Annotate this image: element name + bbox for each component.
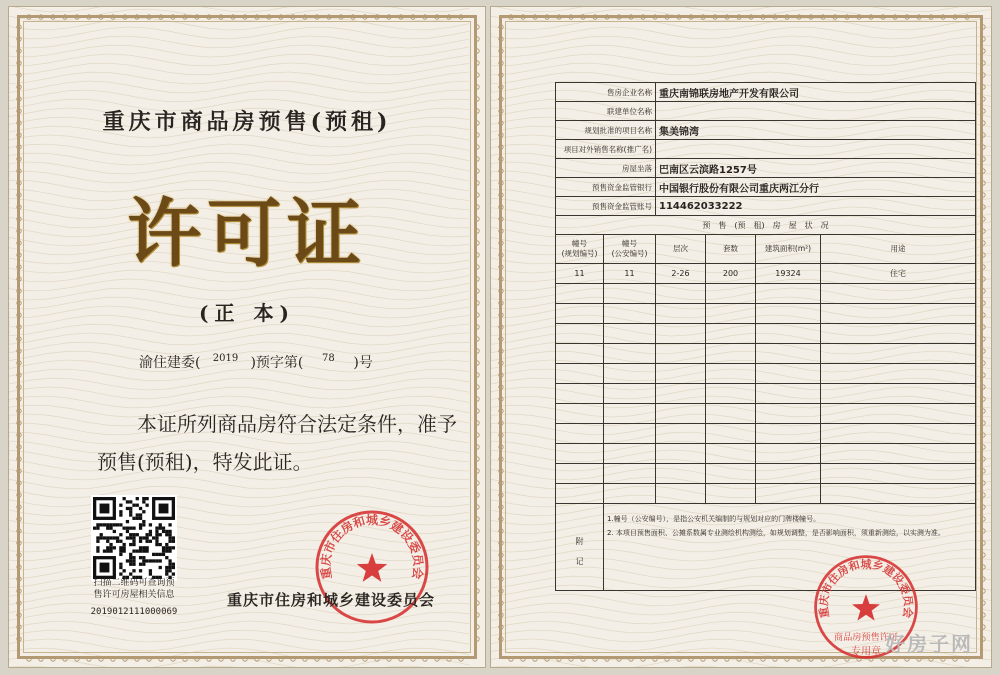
table-cell (821, 444, 976, 464)
table-cell (656, 364, 706, 384)
svg-text:重庆市住房和城乡建设委员会: 重庆市住房和城乡建设委员会 (817, 557, 915, 619)
table-cell (556, 404, 604, 424)
table-row (556, 464, 976, 484)
table-cell (656, 404, 706, 424)
table-cell (604, 404, 656, 424)
column-header: 建筑面积(m²) (756, 235, 821, 264)
project-info-table (555, 82, 976, 591)
label-account: 预售资金监管账号 (556, 197, 656, 216)
svg-text:专用章: 专用章 (850, 646, 882, 658)
label-location: 房屋坐落 (556, 159, 656, 178)
table-cell (604, 304, 656, 324)
column-header: 用途 (821, 235, 976, 264)
table-cell: 11 (556, 264, 604, 284)
table-cell (604, 444, 656, 464)
table-cell (706, 324, 756, 344)
table-cell (556, 464, 604, 484)
table-cell (604, 484, 656, 504)
certificate-body-text: 本证所列商品房符合法定条件，准予预售(预租)，特发此证。 (97, 412, 457, 474)
table-cell (656, 324, 706, 344)
table-cell (756, 324, 821, 344)
table-cell (756, 444, 821, 464)
value-enterprise: 重庆南锦联房地产开发有限公司 (656, 83, 976, 102)
table-cell (821, 464, 976, 484)
table-cell (756, 364, 821, 384)
table-cell (821, 424, 976, 444)
value-bank: 中国银行股份有限公司重庆两江分行 (656, 178, 976, 197)
table-cell (604, 324, 656, 344)
table-cell (604, 464, 656, 484)
table-cell (556, 364, 604, 384)
table-cell (706, 464, 756, 484)
table-row (556, 444, 976, 464)
table-cell (656, 284, 706, 304)
column-header: 层次 (656, 235, 706, 264)
column-header: 幢号 (规划编号) (556, 235, 604, 264)
table-row (556, 344, 976, 364)
table-cell (706, 304, 756, 324)
issuing-authority: 重庆市住房和城乡建设委员会 (227, 591, 436, 609)
table-cell (756, 464, 821, 484)
qr-caption-line-1: 扫描二维码可查询预 (93, 578, 175, 588)
table-cell (656, 344, 706, 364)
column-header: 幢号 (公安编号) (604, 235, 656, 264)
permit-seq: 78 (322, 353, 335, 364)
table-cell (706, 424, 756, 444)
table-cell (756, 484, 821, 504)
table-row (556, 304, 976, 324)
value-location: 巴南区云滨路1257号 (656, 159, 976, 178)
table-row (556, 484, 976, 504)
notes-label: 附 记 (556, 504, 604, 591)
qr-code-image (91, 495, 177, 581)
table-cell (556, 324, 604, 344)
table-row (556, 364, 976, 384)
column-header: 套数 (706, 235, 756, 264)
table-cell (556, 424, 604, 444)
table-cell (756, 344, 821, 364)
table-cell (604, 364, 656, 384)
note-1: 1.幢号（公安编号），是指公安机关编制的与规划对应的门牌楼幢号。 (607, 515, 821, 523)
table-cell (604, 284, 656, 304)
table-cell (604, 424, 656, 444)
table-cell (556, 304, 604, 324)
table-cell (756, 284, 821, 304)
table-cell (821, 364, 976, 384)
certificate-subtitle: 重庆市商品房预售(预租) (102, 109, 392, 135)
table-cell (756, 404, 821, 424)
website-watermark (885, 628, 973, 657)
table-cell (821, 404, 976, 424)
table-cell (821, 284, 976, 304)
label-enterprise: 售房企业名称 (556, 83, 656, 102)
qr-caption-line-2: 售许可房屋相关信息 (93, 590, 175, 600)
original-copy-label: (正 本) (199, 301, 295, 325)
table-cell (706, 444, 756, 464)
table-cell (556, 344, 604, 364)
table-cell (656, 464, 706, 484)
table-cell (821, 484, 976, 504)
table-cell (821, 304, 976, 324)
table-cell (656, 424, 706, 444)
value-joint (656, 102, 976, 121)
table-row (556, 284, 976, 304)
watermark-text: 好房子网 (885, 632, 973, 656)
svg-text:重庆市住房和城乡建设委员会: 重庆市住房和城乡建设委员会 (318, 513, 426, 581)
permit-mid: )预字第( (250, 355, 304, 371)
table-cell (756, 384, 821, 404)
table-cell (656, 304, 706, 324)
table-cell (756, 424, 821, 444)
value-project: 集美锦湾 (656, 121, 976, 140)
note-2: 2. 本项目预售面积、公摊系数属专业测绘机构测绘，如规划调整，是否影响面积，须重新测绘，以实测为准。 (607, 529, 945, 537)
value-promo-name (656, 140, 976, 159)
table-cell (706, 484, 756, 504)
svg-text:商品房预售许可: 商品房预售许可 (833, 632, 899, 643)
table-cell (556, 284, 604, 304)
label-project: 规划批准的项目名称 (556, 121, 656, 140)
table-cell (556, 484, 604, 504)
table-cell (821, 324, 976, 344)
label-promo-name: 项目对外销售名称(推广名) (556, 140, 656, 159)
permit-prefix: 渝住建委( (139, 355, 201, 371)
qr-caption (79, 577, 189, 601)
table-cell: 住宅 (821, 264, 976, 284)
label-joint: 联建单位名称 (556, 102, 656, 121)
table-row (556, 424, 976, 444)
label-bank: 预售资金监管银行 (556, 178, 656, 197)
table-cell (556, 384, 604, 404)
table-row (556, 384, 976, 404)
table-cell (604, 344, 656, 364)
table-row (556, 264, 976, 284)
permit-number (139, 352, 373, 372)
table-cell (821, 384, 976, 404)
permit-suffix: )号 (353, 355, 373, 371)
value-account: 114462033222 (656, 197, 976, 216)
section-title: 预 售 (预 租) 房 屋 状 况 (556, 216, 976, 235)
table-cell (821, 344, 976, 364)
table-row (556, 324, 976, 344)
table-cell (656, 444, 706, 464)
permit-year: 2019 (212, 353, 239, 364)
table-cell: 2-26 (656, 264, 706, 284)
certificate-title: 许可证 (127, 191, 367, 277)
table-cell (706, 384, 756, 404)
certificate-detail-page (490, 6, 992, 668)
table-cell (706, 284, 756, 304)
table-cell: 19324 (756, 264, 821, 284)
certificate-front-page (8, 6, 486, 668)
table-cell: 200 (706, 264, 756, 284)
table-row (556, 404, 976, 424)
table-cell (756, 304, 821, 324)
table-cell (706, 344, 756, 364)
table-cell: 11 (604, 264, 656, 284)
table-cell (656, 484, 706, 504)
table-cell (556, 444, 604, 464)
table-cell (706, 364, 756, 384)
qr-serial-number: 2019012111000069 (90, 607, 178, 617)
table-cell (656, 384, 706, 404)
table-cell (706, 404, 756, 424)
table-cell (604, 384, 656, 404)
